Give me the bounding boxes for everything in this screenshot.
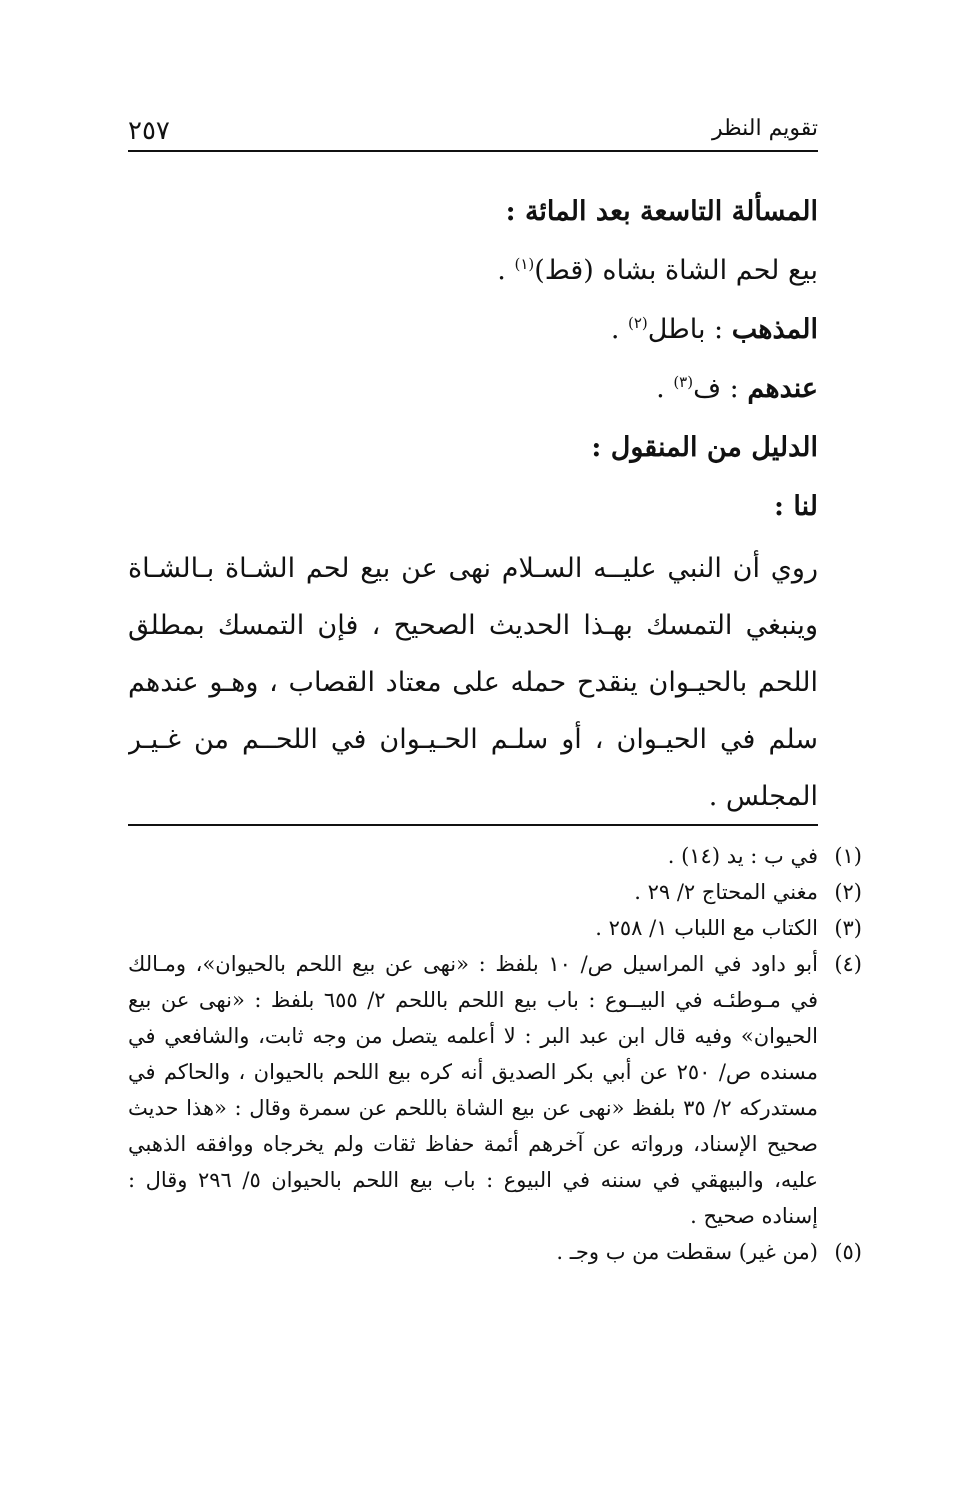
indahum-text: : ف bbox=[693, 373, 748, 404]
footnote-rule bbox=[128, 824, 818, 826]
footnote-line: في ب : يد (١٤) . bbox=[667, 844, 818, 868]
paragraph-line: المجلس . bbox=[708, 781, 818, 812]
footnote-line: مغني المحتاج ٢/ ٢٩ . bbox=[634, 880, 818, 904]
footnote-line: الحيوان» وفيه قال ابن عبد البر : لا أعلمه يتصل من وجه ثابت، والشافعي في bbox=[128, 1024, 818, 1048]
paragraph-line: اللحم بالحيـوان ينقدح حمله على معتاد القصاب ، وهـو عندهم bbox=[128, 667, 818, 698]
page-number: ٢٥٧ bbox=[128, 116, 170, 146]
footnote-ref-2[interactable]: (٢) bbox=[628, 314, 648, 332]
madhhab-text: : باطل bbox=[647, 314, 732, 345]
footnote-number: (١) bbox=[834, 844, 862, 868]
footnote-line: إسناده صحيح . bbox=[690, 1204, 818, 1228]
main-text bbox=[128, 182, 818, 825]
footnote-line: مستدركه ٢/ ٣٥ بلفظ «نهى عن بيع الشاة باللحم عن سمرة وقال : «هذا حديث bbox=[128, 1096, 818, 1120]
footnote-number: (٣) bbox=[834, 916, 862, 940]
footnotes bbox=[128, 838, 862, 1270]
footnote bbox=[128, 838, 862, 874]
paragraph-line: روي أن النبي عليــه السـلام نهى عن بيع لحم الشـاة بـالشـاة bbox=[128, 553, 818, 584]
footnote-line: الكتاب مع اللباب ١/ ٢٥٨ . bbox=[595, 916, 818, 940]
footnote bbox=[128, 874, 862, 910]
footnote-line: صحيح الإسناد، ورواته عن آخرهم أئمة حفاظ ثقات ولم يخرجاه ووافقه الذهبي bbox=[128, 1132, 818, 1156]
footnote-number: (٢) bbox=[834, 880, 862, 904]
footnote bbox=[128, 946, 862, 1234]
issue-line: بيع لحم الشاة بشاه (قط)$^{(١)}$ . bbox=[497, 255, 818, 286]
footnote-ref-3[interactable]: (٣) bbox=[673, 373, 694, 391]
footnote-line: في مـوطئـه في البيــوع : باب بيع اللحم باللحم ٢/ ٦٥٥ بلفظ : «نهى عن بيع bbox=[128, 988, 818, 1012]
running-header bbox=[128, 116, 818, 152]
header-rule bbox=[128, 150, 818, 152]
running-title: تقويم النظر bbox=[711, 116, 818, 141]
lana-heading: لنا : bbox=[774, 491, 818, 522]
indahum-line: عندهم : ف$^{(٣)}$ . bbox=[656, 373, 818, 404]
footnote-line: عليه، والبيهقي في سننه في البيوع : باب بيع اللحم بالحيوان ٥/ ٢٩٦ وقال : bbox=[128, 1168, 818, 1192]
footnote-number: (٤) bbox=[834, 952, 862, 976]
footnote-line: أبو داود في المراسيل ص/ ١٠ بلفظ : «نهى عن بيع اللحم بالحيوان»، ومـالك bbox=[128, 952, 818, 976]
footnote-line: مسنده ص/ ٢٥٠ عن أبي بكر الصديق أنه كره بيع اللحم بالحيوان ، والحاكم في bbox=[128, 1060, 818, 1084]
body-paragraph bbox=[128, 540, 818, 825]
indahum-label: عندهم bbox=[747, 373, 818, 404]
footnote-line: (من غير) سقطت من ب وجـ . bbox=[556, 1240, 818, 1264]
footnote bbox=[128, 1234, 862, 1270]
footnote-number: (٥) bbox=[834, 1240, 862, 1264]
evidence-heading: الدليل من المنقول : bbox=[591, 432, 818, 463]
section-heading: المسألة التاسعة بعد المائة : bbox=[505, 196, 818, 227]
madhhab-line: المذهب : باطل$^{(٢)}$ . bbox=[610, 314, 818, 345]
madhhab-label: المذهب bbox=[731, 314, 818, 345]
footnote-ref-1[interactable]: (١) bbox=[514, 255, 535, 273]
paragraph-line: وينبغي التمسك بهـذا الحديث الصحيح ، فإن التمسك بمطلق bbox=[128, 610, 818, 641]
paragraph-line: سلم في الحيـوان ، أو سلـم الحـيـوان في اللحــم من غـيـر bbox=[128, 724, 818, 755]
footnote bbox=[128, 910, 862, 946]
issue-text: بيع لحم الشاة بشاه (قط) bbox=[534, 255, 818, 286]
